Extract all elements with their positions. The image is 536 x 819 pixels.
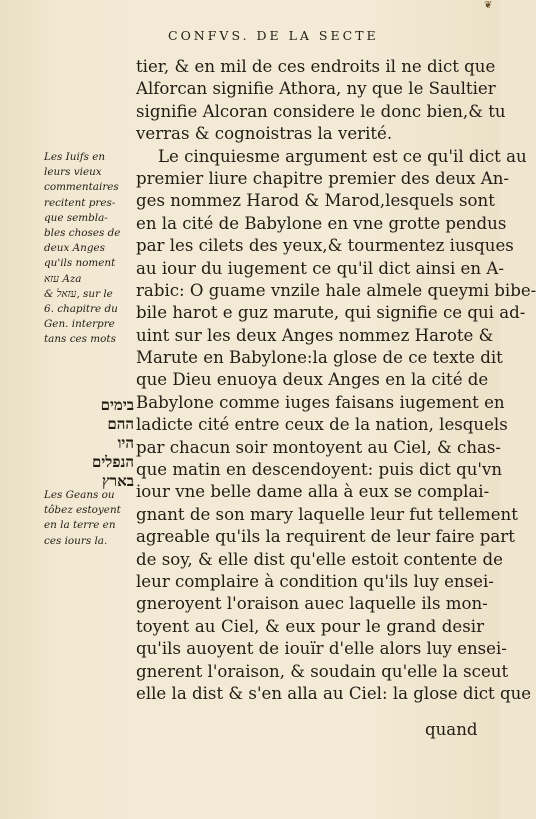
margin-note-line: 6. chapitre du	[44, 302, 118, 315]
text-line: Babylone comme iuges faisans iugement en	[136, 392, 505, 412]
hebrew-line: ההם	[107, 415, 134, 433]
paragraph-start-line: Le cinquiesme argument est ce qu'il dict au	[158, 146, 527, 166]
text-line: gneroyent l'oraison auec laquelle ils mon-	[136, 594, 488, 614]
text-line: qu'ils auoyent de iouïr d'elle alors luy ensei-	[136, 639, 507, 659]
text-line: de soy, & elle dist qu'elle estoit contente de	[136, 549, 503, 569]
text-line: signifie Alcoran considere le donc bien,& tu	[136, 101, 506, 121]
text-line: ges nommez Harod & Marod,lesquels sont	[136, 191, 495, 211]
text-line: iour vne belle dame alla à eux se complai-	[136, 482, 490, 502]
running-header: CONFVS. DE LA SECTE	[168, 28, 379, 43]
text-line: elle la dist & s'en alla au Ciel: la glose dict que	[136, 683, 532, 703]
text-line: bile harot e guz marute, qui signifie ce qui ad-	[136, 303, 526, 323]
margin-note-line: Les Iuifs en	[44, 151, 106, 163]
margin-note-line: tôbez estoyent	[44, 504, 121, 517]
hebrew-line: הנפלים	[92, 453, 134, 471]
text-line: que matin en descendoyent: puis dict qu'vn	[136, 460, 503, 480]
margin-note-line: qu'ils noment	[44, 257, 116, 270]
margin-note-line: tans ces mots	[44, 333, 116, 346]
text-line: toyent au Ciel, & eux pour le grand desir	[136, 616, 484, 636]
hebrew-line: היו	[117, 434, 134, 452]
hebrew-quotation	[44, 396, 134, 491]
text-line: Marute en Babylone:la glose de ce texte dit	[136, 348, 503, 368]
text-line: gnerent l'oraison, & soudain qu'elle la sceut	[136, 661, 509, 681]
text-line: tier, & en mil de ces endroits il ne dict que	[136, 57, 496, 76]
margin-note-line: deux Anges	[44, 242, 105, 255]
text-line: agreable qu'ils la requirent de leur faire part	[136, 527, 515, 547]
text-line: par les cilets des yeux,& tourmentez iusques	[136, 236, 514, 256]
text-line: par chacun soir montoyent au Ciel, & chas-	[136, 437, 502, 457]
margin-note-2	[44, 488, 136, 549]
text-line: premier liure chapitre premier des deux An-	[136, 168, 509, 188]
margin-note-line: recitent pres-	[44, 196, 116, 209]
text-line: uint sur les deux Anges nommez Harote &	[136, 325, 494, 345]
main-text-block	[136, 56, 536, 705]
margin-note-line: que sembla-	[44, 211, 108, 224]
text-line: au iour du iugement ce qu'il dict ainsi en A-	[136, 258, 504, 278]
text-line: que Dieu enuoya deux Anges en la cité de	[136, 370, 489, 390]
margin-note-line: en la terre en	[44, 519, 116, 532]
catchword: quand	[425, 720, 478, 739]
margin-note-line: commentaires	[44, 181, 119, 194]
text-line: en la cité de Babylone en vne grotte pendus	[136, 213, 507, 233]
text-line: gnant de son mary laquelle leur fut tellement	[136, 504, 518, 524]
text-line: Alforcan signifie Athora, ny que le Saultier	[136, 79, 496, 99]
margin-note-line: bles choses de	[44, 226, 121, 239]
margin-note	[44, 150, 136, 347]
margin-note-line: Gen. interpre	[44, 318, 115, 331]
margin-note-line: ces iours la.	[44, 534, 108, 547]
text-line: rabic: O guame vnzile hale almele queymi bibe-	[136, 280, 536, 300]
margin-note-line: leurs vieux	[44, 166, 102, 179]
corner-mark: ❦	[484, 0, 493, 11]
margin-note-line: עזא Aza	[44, 272, 82, 285]
hebrew-line: בימים	[100, 396, 134, 414]
margin-note-line: Les Geans ou	[44, 489, 115, 501]
margin-note-line: & עזאל, sur le	[44, 287, 113, 300]
text-line: ladicte cité entre ceux de la nation, lesquels	[136, 415, 508, 435]
text-line: leur complaire à condition qu'ils luy ensei-	[136, 571, 494, 591]
text-line: verras & cognoistras la verité.	[136, 124, 393, 144]
hebrew-line: בארץ	[101, 472, 134, 490]
